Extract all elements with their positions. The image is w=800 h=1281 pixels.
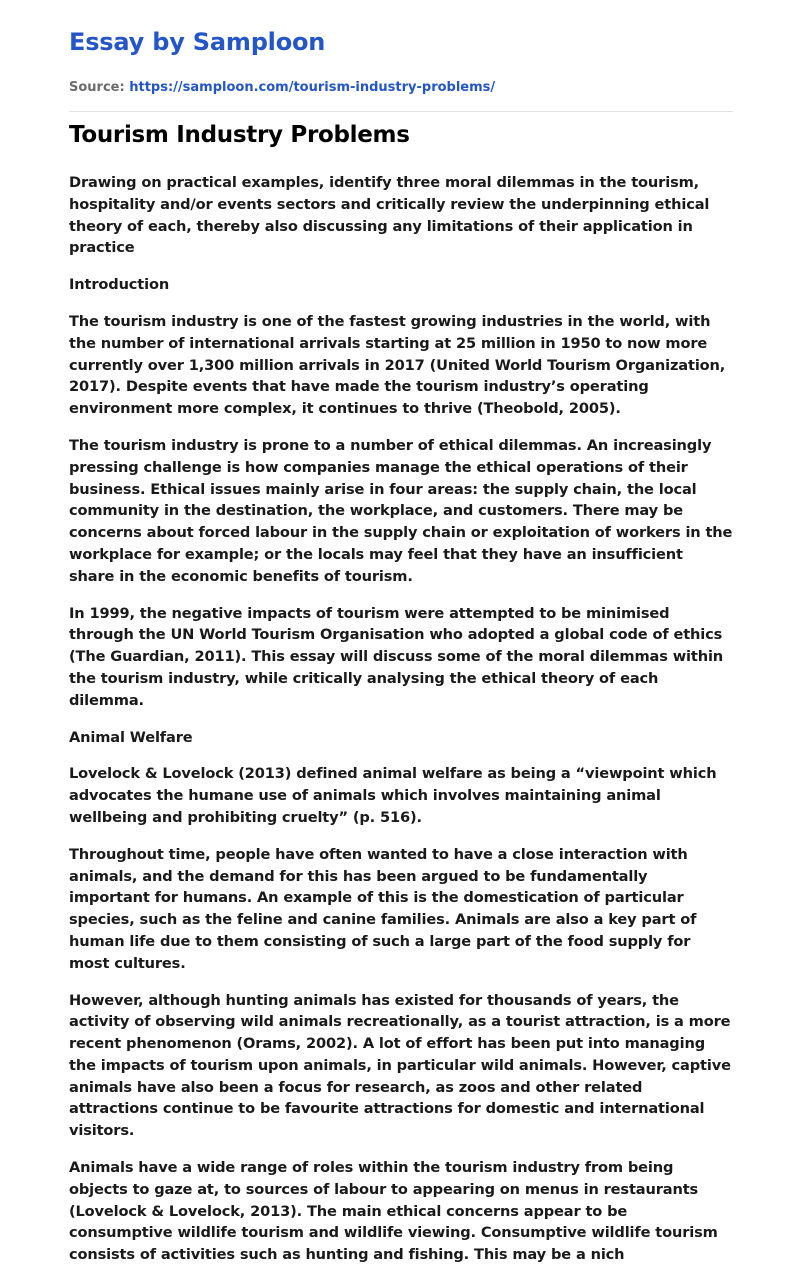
section-heading-animal-welfare: Animal Welfare — [69, 728, 193, 746]
paragraph: The tourism industry is prone to a number of ethical dilemmas. An increasingly pressing challenge is how companies manage the ethical operations of their business. Ethical issues mainly arise in four areas: the supply chain, the local community in the destination, the workplace, and customers. There may be concerns about forced labour in the supply chain or exploitation of workers in the workplace for example; or the locals may feel that they have an insufficient share in the economic benefits of tourism. — [69, 436, 733, 585]
paragraph: In 1999, the negative impacts of tourism were attempted to be minimised through the UN World Tourism Organisation who adopted a global code of ethics (The Guardian, 2011). This essay will discuss some of the moral dilemmas within the tourism industry, while critically analysing the ethical theory of each dilemma. — [69, 604, 724, 709]
header-divider — [69, 111, 733, 112]
brand-title: Essay by Samploon — [69, 28, 326, 56]
source-link[interactable]: https://samploon.com/tourism-industry-problems/ — [129, 80, 496, 95]
paragraph: Animals have a wide range of roles within the tourism industry from being objects to gaze at, to sources of labour to appearing on menus in restaurants (Lovelock & Lovelock, 2013). The main ethical concerns appear to be consumptive wildlife tourism and wildlife viewing. Consumptive wildlife tourism consists of activities such as hunting and fishing. This may be a nich — [69, 1159, 718, 1264]
source-label: Source: — [69, 80, 125, 95]
essay-body — [69, 172, 733, 1281]
essay-prompt: Drawing on practical examples, identify three moral dilemmas in the tourism, hospitality and/or events sectors and critically review the underpinning ethical theory of each, thereby also discussing any limitations of their application in practice — [69, 174, 710, 257]
source-line — [69, 80, 495, 95]
section-heading-introduction: Introduction — [69, 276, 170, 294]
paragraph: However, although hunting animals has existed for thousands of years, the activity of observing wild animals recreationally, as a tourist attraction, is a more recent phenomenon (Orams, 2002). A lot of effort has been put into managing the impacts of tourism upon animals, in particular wild animals. However, captive animals have also been a focus for research, as zoos and other related attractions continue to be favourite attractions for domestic and international visitors. — [69, 991, 731, 1140]
paragraph: Lovelock & Lovelock (2013) defined animal welfare as being a “viewpoint which advocates the humane use of animals which involves maintaining animal wellbeing and prohibiting cruelty” (p. 516). — [69, 765, 717, 826]
essay-title: Tourism Industry Problems — [69, 122, 410, 148]
paragraph: The tourism industry is one of the fastest growing industries in the world, with the number of international arrivals starting at 25 million in 1950 to now more currently over 1,300 million arrivals in 2017 (United World Tourism Organization, 2017). Despite events that have made the tourism industry’s operating environment more complex, it continues to thrive (Theobold, 2005). — [69, 312, 726, 418]
paragraph: Throughout time, people have often wanted to have a close interaction with animals, and the demand for this has been argued to be fundamentally important for humans. An example of this is the domestication of particular species, such as the feline and canine families. Animals are also a key part of human life due to them consisting of such a large part of the food supply for most cultures. — [69, 845, 697, 972]
